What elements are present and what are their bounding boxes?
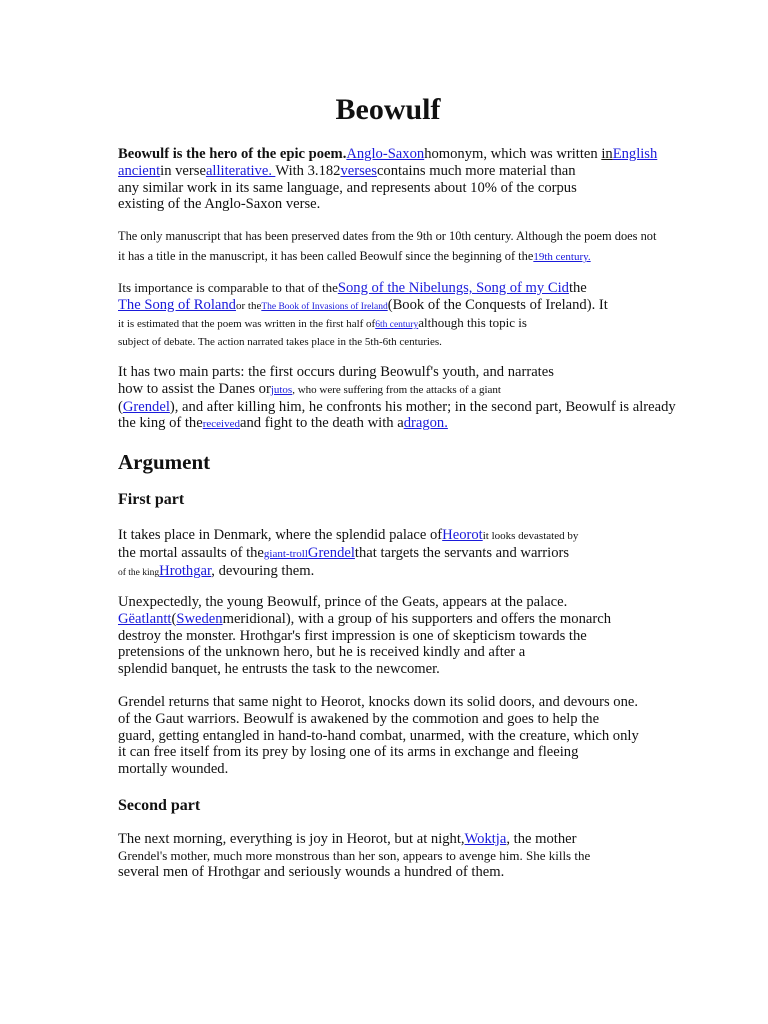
page-title: Beowulf: [335, 93, 441, 126]
intro-bold-text: Beowulf is the hero of the epic poem.: [118, 146, 347, 162]
fp1-text: It takes place in Denmark, where the splendid palace of: [118, 527, 443, 543]
link-19th-century[interactable]: 19th century.: [533, 251, 591, 263]
fp1-text: , devouring them.: [211, 562, 315, 579]
link-geatlantt[interactable]: Gëatlantt: [118, 610, 172, 627]
fp2-line-2: [118, 611, 678, 628]
link-hrothgar[interactable]: Hrothgar: [159, 562, 212, 579]
fp1-line-1: [118, 527, 678, 545]
parts-line-3: [118, 399, 678, 416]
fp2-line-3: destroy the monster. Hrothgar's first impression is one of skepticism towards the: [118, 627, 587, 644]
importance-text: or the: [235, 299, 262, 312]
second-part-paragraph-1: [118, 831, 678, 881]
link-grendel[interactable]: Grendel: [122, 398, 170, 415]
intro-underlined-in: in: [601, 146, 613, 162]
manuscript-text: it has a title in the manuscript, it has been called Beowulf since the beginning of the: [118, 249, 534, 263]
parts-text: ), and after killing him, he confronts his mother; in the second part, Beowulf is already: [169, 398, 676, 415]
parts-text: and fight to the death with a: [239, 415, 404, 432]
fp2-line-4: pretensions of the unknown hero, but he is received kindly and after a: [118, 644, 526, 661]
manuscript-line-1: The only manuscript that has been preserved dates from the 9th or 10th century. Although the poem does not: [118, 229, 657, 243]
parts-text: (: [118, 398, 123, 415]
fp3-line-5: mortally wounded.: [118, 761, 229, 778]
link-sweden[interactable]: Sweden: [176, 610, 223, 627]
fp1-line-2: [118, 545, 678, 563]
sp1-line-3: several men of Hrothgar and seriously wounds a hundred of them.: [118, 864, 505, 881]
fp3-line-4: it can free itself from its prey by losing one of its arms in exchange and fleeing: [118, 744, 579, 761]
fp2-text: (: [171, 610, 177, 627]
parts-line-1: It has two main parts: the first occurs during Beowulf's youth, and narrates: [118, 364, 554, 380]
importance-text: the: [568, 280, 587, 296]
parts-text: the king of the: [118, 415, 203, 432]
manuscript-paragraph: [118, 226, 678, 267]
link-ancient[interactable]: ancient: [118, 162, 161, 179]
importance-text: (Book of the Conquests of Ireland). It: [387, 296, 608, 313]
intro-line-3: any similar work in its same language, and represents about 10% of the corpus: [118, 179, 577, 196]
link-dragon[interactable]: dragon.: [403, 415, 448, 432]
link-jutos[interactable]: jutos: [270, 383, 293, 396]
link-grendel-2[interactable]: Grendel: [307, 544, 355, 561]
importance-line-3: [118, 315, 678, 334]
first-part-paragraph-1: [118, 527, 678, 581]
parts-line-4: [118, 415, 678, 433]
first-part-paragraph-2: [118, 594, 678, 678]
intro-text: contains much more material than: [376, 162, 576, 179]
fp1-text: that targets the servants and warriors: [354, 544, 570, 561]
fp1-text: it looks devastated by: [482, 530, 579, 542]
intro-line-1: [118, 146, 678, 163]
fp1-line-3: [118, 563, 678, 582]
argument-heading: Argument: [118, 450, 211, 474]
second-part-heading: Second part: [118, 797, 201, 814]
intro-text: With 3.182: [275, 162, 341, 179]
parts-paragraph: [118, 364, 678, 433]
importance-paragraph: [118, 280, 678, 350]
importance-text: it is estimated that the poem was written in the first half of: [118, 318, 376, 330]
intro-paragraph: [118, 146, 678, 213]
sp1-line-1: [118, 831, 678, 848]
link-book-of-invasions[interactable]: The Book of Invasions of Ireland: [261, 301, 388, 312]
link-woktja[interactable]: Woktja: [464, 831, 507, 847]
link-anglo-saxon[interactable]: Anglo-Saxon: [346, 146, 425, 162]
link-song-of-nibelungs-cid[interactable]: Song of the Nibelungs, Song of my Cid: [337, 280, 569, 296]
link-received[interactable]: received: [202, 418, 240, 431]
parts-text: , who were suffering from the attacks of a giant: [292, 383, 501, 396]
fp3-line-2: of the Gaut warriors. Beowulf is awakened by the commotion and goes to help the: [118, 710, 600, 727]
sp1-text: , the mother: [506, 831, 577, 847]
fp1-text: of the king: [118, 567, 160, 578]
fp3-line-3: guard, getting entangled in hand-to-hand combat, unarmed, with the creature, which only: [118, 727, 639, 744]
intro-text: in verse: [160, 162, 206, 179]
importance-line-2: [118, 297, 678, 316]
intro-text: homonym, which was written: [424, 146, 602, 162]
importance-line-4: subject of debate. The action narrated takes place in the 5th-6th centuries.: [118, 335, 442, 348]
link-alliterative[interactable]: alliterative.: [205, 162, 276, 179]
link-giant-troll[interactable]: giant-troll: [263, 547, 308, 560]
manuscript-line-2: [118, 246, 678, 267]
link-6th-century[interactable]: 6th century: [375, 320, 419, 330]
importance-line-1: [118, 280, 678, 297]
sp1-line-2: Grendel's mother, much more monstrous than her son, appears to avenge him. She kills the: [118, 847, 591, 863]
importance-text: although this topic is: [418, 315, 527, 330]
link-heorot[interactable]: Heorot: [442, 527, 483, 543]
intro-line-4: existing of the Anglo-Saxon verse.: [118, 196, 321, 213]
fp2-text: meridional), with a group of his supporters and offers the monarch: [222, 610, 611, 627]
fp3-line-1: Grendel returns that same night to Heorot, knocks down its solid doors, and devours one.: [118, 694, 639, 710]
link-song-of-roland[interactable]: The Song of Roland: [118, 296, 236, 313]
first-part-paragraph-3: [118, 694, 678, 778]
fp2-line-5: splendid banquet, he entrusts the task to the newcomer.: [118, 661, 440, 678]
importance-text: Its importance is comparable to that of the: [118, 280, 338, 295]
link-english[interactable]: English: [612, 146, 658, 162]
sp1-text: The next morning, everything is joy in Heorot, but at night,: [118, 831, 465, 847]
parts-text: how to assist the Danes or: [118, 380, 271, 397]
fp1-text: the mortal assaults of the: [118, 544, 264, 561]
intro-line-2: [118, 163, 678, 180]
parts-line-2: [118, 381, 678, 399]
first-part-heading: First part: [118, 491, 185, 508]
fp2-line-1: Unexpectedly, the young Beowulf, prince of the Geats, appears at the palace.: [118, 594, 568, 610]
link-verses[interactable]: verses: [340, 162, 377, 179]
